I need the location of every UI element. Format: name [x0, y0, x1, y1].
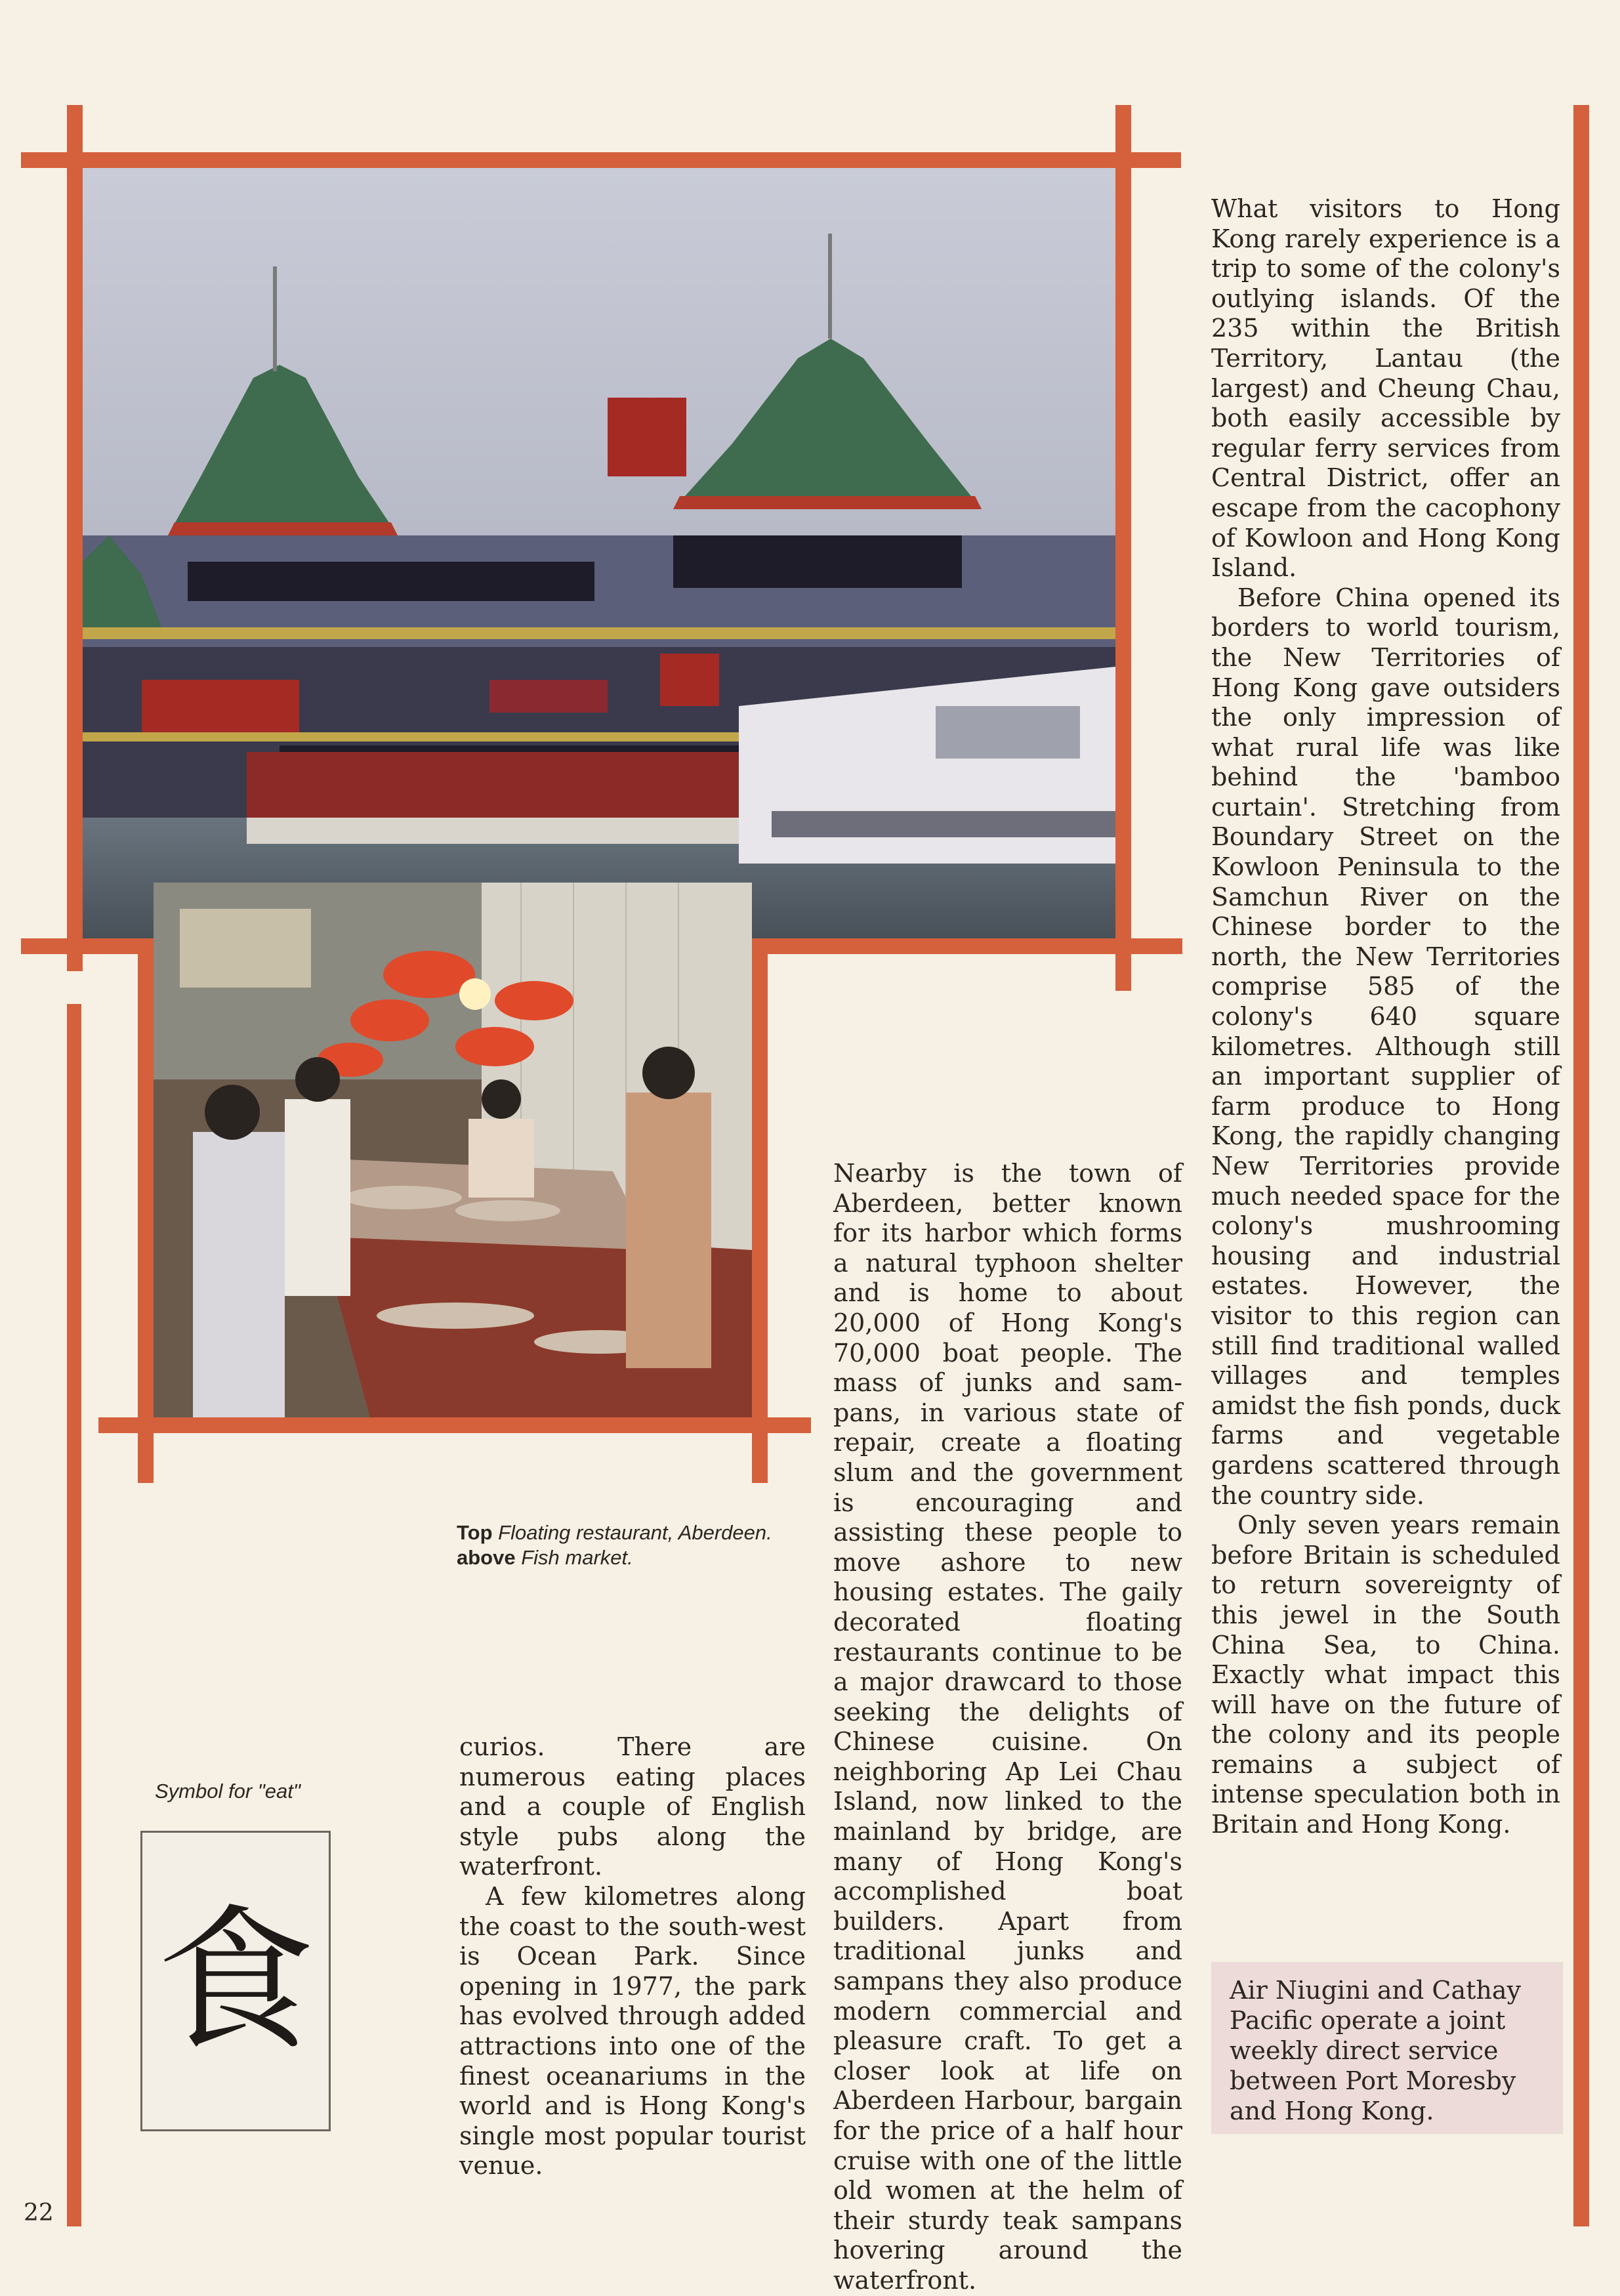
photo-floating-restaurant	[83, 168, 1115, 938]
photo-caption	[457, 1520, 824, 1570]
symbol-eat-character: 食	[156, 1889, 314, 2073]
column-left	[459, 1732, 806, 2181]
frame-bar-mid-vertical	[1115, 105, 1131, 991]
caption-above-text: Fish market.	[521, 1546, 633, 1569]
caption-top-text: Floating restaurant, Aberdeen.	[498, 1521, 772, 1544]
symbol-label: Symbol for "eat"	[155, 1780, 301, 1803]
column-middle	[833, 1159, 1182, 2296]
frame-bar-inset-bottom	[98, 1417, 811, 1433]
caption-top-label: Top	[457, 1521, 493, 1544]
photo-fish-market	[154, 883, 752, 1417]
right-para-3: Only seven years remain before Britain is scheduled to return sovereignty of this jewel in the South China Sea, to China. Exactly what impact this will have on the future of the colony and its people remains a subject of intense speculation both in Britain and Hong Kong.	[1211, 1511, 1560, 1839]
right-para-1: What visitors to Hong Kong rarely experience is a trip to some of the colony's outlying islands. Of the 235 within the British Territory, Lantau (the largest) and Cheung Chau, both easily accessible by regular ferry services from Central District, offer an escape from the cacophony of Kowloon and Hong Kong Island.	[1211, 194, 1560, 583]
frame-bar-inset-left	[138, 853, 154, 1483]
frame-bar-right-edge	[1573, 105, 1589, 2226]
left-para-2: A few kilometres along the coast to the south-west is Ocean Park. Since opening in 1977, the park has evolved through added attractions into one of the finest oceanariums in the world and is Hong Kong's single most popular tourist venue.	[459, 1881, 806, 2181]
airline-promo-box: Air Niugini and Cathay Pacific operate a joint weekly direct service between Port Moresby and Hong Kong.	[1211, 1962, 1563, 2134]
middle-para-1: Nearby is the town of Aberdeen, better known for its harbor which forms a natural typhoon shelter and is home to about 20,000 of Hong Kong's 70,000 boat people. The mass of junks and sampans, in various state of repair, create a floating slum and the government is encouraging and assisting these people to move ashore to new housing estates. The gaily decorated floating restaurants continue to be a major drawcard to those seeking the delights of Chinese cuisine. On neighboring Ap Lei Chau Island, now linked to the mainland by bridge, are many of Hong Kong's accomplished boat builders. Apart from traditional junks and sampans they also produce modern commercial and pleasure craft. To get a closer look at life on Aberdeen Harbour, bargain for the price of a half hour cruise with one of the little old women at the helm of their sturdy teak sampans hovering around the waterfront.	[833, 1159, 1182, 2295]
right-para-2: Before China opened its borders to world tourism, the New Territories of Hong Kong gave outsiders the only impression of what rural life was like behind the 'bamboo curtain'. Stretching from Boundary Street on the Kowloon Peninsula to the Samchun River on the Chinese border to the north, the New Territories comprise 585 of the colony's 640 square kilometres. Although still an important supplier of farm produce to Hong Kong, the rapidly changing New Territories provide much needed space for the colony's mushrooming housing and industrial estates. However, the visitor to this region can still find traditional walled villages and temples amidst the fish ponds, duck farms and vegetable gardens scattered through the country side.	[1211, 583, 1560, 1510]
frame-bar-left-outer	[67, 105, 83, 971]
caption-above-label: above	[457, 1546, 516, 1569]
frame-bar-left-lower	[67, 1004, 81, 2226]
column-right	[1211, 194, 1560, 1840]
frame-bar-top	[21, 152, 1181, 168]
left-para-1: curios. There are numerous eating places and a couple of English style pubs along the waterfront.	[459, 1732, 806, 1881]
page-number: 22	[24, 2200, 54, 2226]
symbol-box	[140, 1831, 331, 2131]
